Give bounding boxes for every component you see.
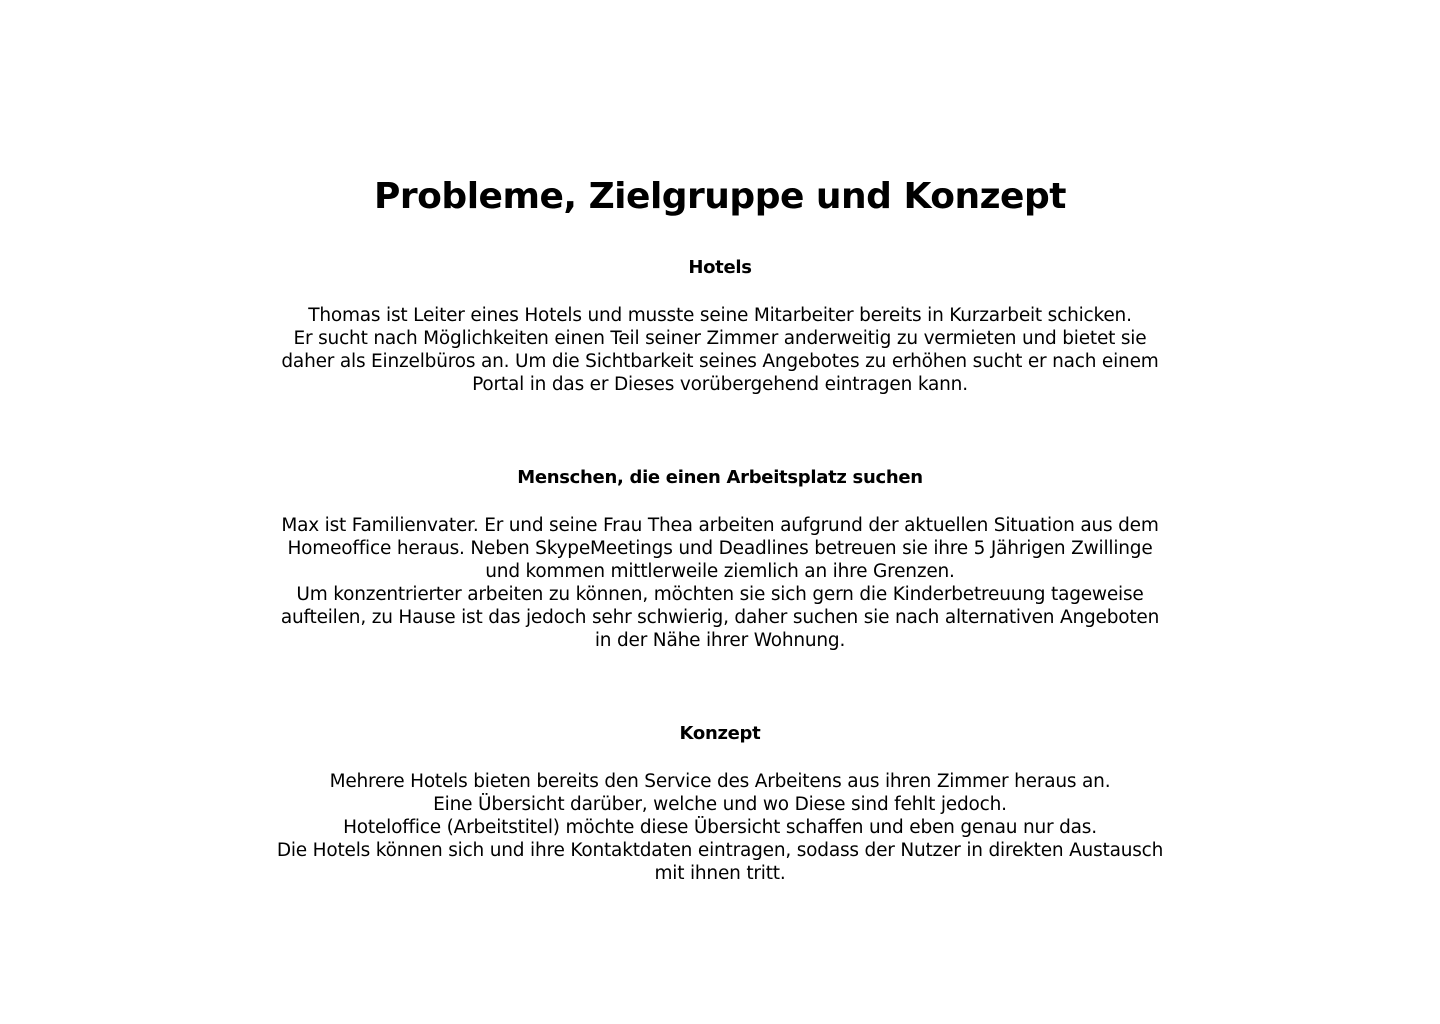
section-body-concept: [250, 770, 1190, 885]
section-hotels: [250, 256, 1190, 396]
page-title: Probleme, Zielgruppe und Konzept: [374, 176, 1066, 217]
paragraph-line: Max ist Familienvater. Er und seine Frau Thea arbeiten aufgrund der aktuellen Situation aus dem: [281, 515, 1159, 536]
paragraph-line: Um konzentrierter arbeiten zu können, möchten sie sich gern die Kinderbetreuung tageweise: [296, 584, 1144, 605]
paragraph-line: in der Nähe ihrer Wohnung.: [594, 630, 846, 651]
paragraph-line: aufteilen, zu Hause ist das jedoch sehr schwierig, daher suchen sie nach alternativen Angeboten: [280, 607, 1160, 628]
paragraph-line: Homeoffice heraus. Neben SkypeMeetings und Deadlines betreuen sie ihre 5 Jährigen Zwillinge: [287, 538, 1153, 559]
section-body-people: [250, 514, 1190, 652]
section-body-hotels: [250, 304, 1190, 396]
section-concept: [250, 722, 1190, 885]
paragraph-line: Portal in das er Dieses vorübergehend eintragen kann.: [472, 374, 968, 395]
paragraph-line: daher als Einzelbüros an. Um die Sichtbarkeit seines Angebotes zu erhöhen sucht er nach einem: [281, 351, 1159, 372]
paragraph-line: Eine Übersicht darüber, welche und wo Diese sind fehlt jedoch.: [433, 794, 1007, 815]
paragraph-line: Thomas ist Leiter eines Hotels und musste seine Mitarbeiter bereits in Kurzarbeit schicken.: [308, 305, 1132, 326]
paragraph-line: und kommen mittlerweile ziemlich an ihre Grenzen.: [485, 561, 955, 582]
paragraph-line: Mehrere Hotels bieten bereits den Service des Arbeitens aus ihren Zimmer heraus an.: [329, 771, 1111, 792]
paragraph-line: mit ihnen tritt.: [654, 863, 786, 884]
section-heading-concept: Konzept: [679, 723, 761, 744]
paragraph-line: Hoteloffice (Arbeitstitel) möchte diese Übersicht schaffen und eben genau nur das.: [343, 817, 1097, 838]
section-heading-hotels: Hotels: [688, 257, 752, 278]
section-heading-people: Menschen, die einen Arbeitsplatz suchen: [517, 467, 923, 488]
paragraph-line: Er sucht nach Möglichkeiten einen Teil seiner Zimmer anderweitig zu vermieten und bietet sie: [293, 328, 1147, 349]
section-people-seeking-workplace: [250, 466, 1190, 652]
paragraph-line: Die Hotels können sich und ihre Kontaktdaten eintragen, sodass der Nutzer in direkten Austausch: [276, 840, 1164, 861]
